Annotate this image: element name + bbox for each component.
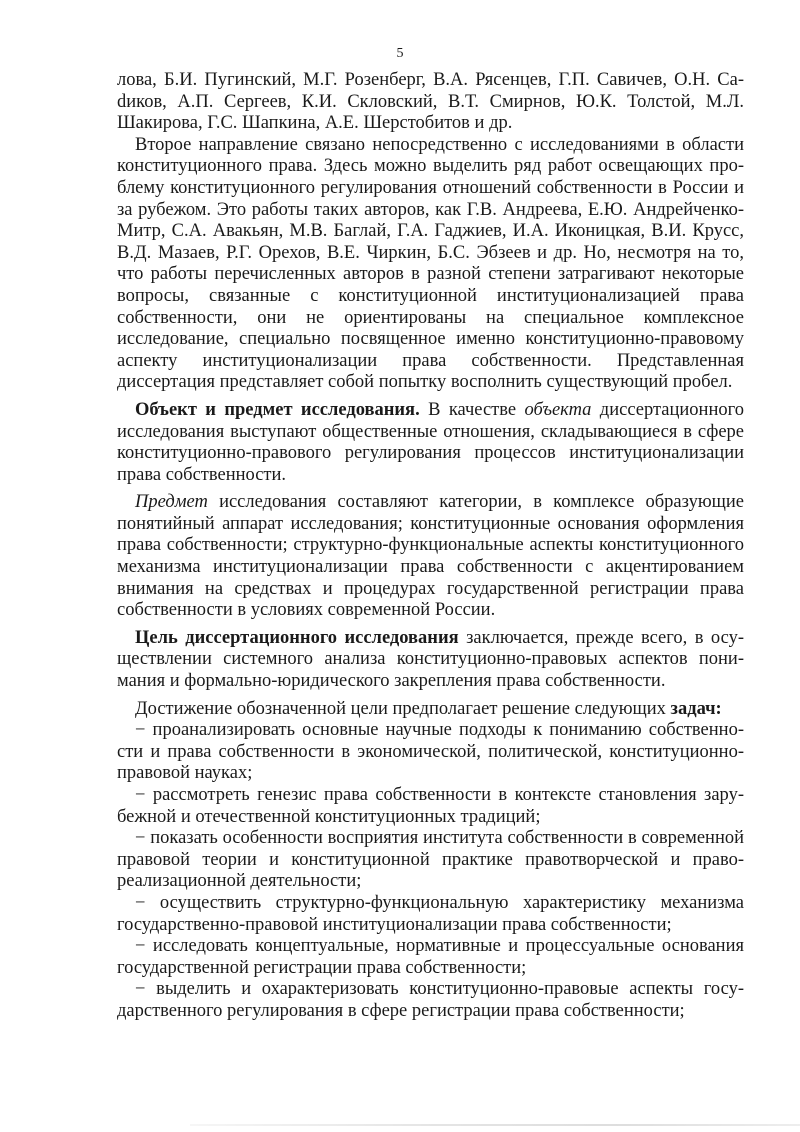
page-number: 5 xyxy=(396,46,404,61)
text-segment: заключается, прежде всего, в осуществлении системного анализа конституционно-правовых аспектов понимания и формально-юридического закрепления права собственности. xyxy=(117,627,744,692)
scan-edge-artifact xyxy=(190,1124,800,1126)
heading-object-and-subject: Объект и предмет исследования. xyxy=(135,399,420,420)
paragraph-tasks-intro xyxy=(117,699,744,721)
paragraph-subject xyxy=(117,492,744,622)
heading-tasks: задач: xyxy=(670,698,722,719)
task-item: − исследовать концептуальные, нормативные и процессуальные основания государственной регистрации права собственности; xyxy=(117,936,744,978)
task-item: − рассмотреть генезис права собственности в контексте становления зарубежной и отечественной конституционных традиций; xyxy=(117,785,744,827)
paragraph-second-direction: Второе направление связано непосредственно с исследованиями в области конституционного права. Здесь можно выделить ряд работ освещающих проблему конституционного регулирования отношений собственности в России и за рубежом. Это работы таких авторов, как Г.В. Андреева, Е.Ю. Андрейченко-Митр, С.А. Авакьян, М.В. Баглай, Г.А. Гаджиев, И.А. Иконицкая, В.И. Крусс, В.Д. Мазаев, Р.Г. Орехов, В.Е. Чиркин, Б.С. Эбзеев и др. Но, несмотря на то, что работы перечисленных авторов в разной степени затрагивают некоторые вопросы, связанные с конституционной институционализацией права собственности, они не ориентированы на специальное комплексное исследование, специально посвященное именно конституционно-правовому аспекту институционализации права собственности. Представленная диссертация представляет собой попытку восполнить существующий пробел. xyxy=(117,134,744,393)
task-item: − показать особенности восприятия института собственности в современной правовой теории и конституционной практике правотворческой и правореализационной деятельности; xyxy=(117,828,744,892)
paragraph-goal xyxy=(117,628,744,693)
heading-goal: Цель диссертационного исследования xyxy=(135,627,459,648)
text-segment: диссертационного исследования выступают общественные отношения, складывающиеся в сфере конституционно-правового регулирования процессов институционализации права собственности. xyxy=(117,399,744,485)
task-item: − осуществить структурно-функциональную характеристику механизма государственно-правовой институционализации права собственности; xyxy=(117,892,744,935)
paragraph-object-and-subject xyxy=(117,400,744,486)
text-segment: исследования составляют категории, в комплексе образующие понятийный аппарат исследования; конституционные основания оформления права собственности; структурно-функциональные аспекты конституционного механизма институционализации права собственности с акцентированием внимания на средствах и процедурах государственной регистрации права собственности в условиях современной России. xyxy=(117,492,744,621)
document-body xyxy=(117,70,744,1023)
task-item: − проанализировать основные научные подходы к пониманию собственности и права собственности в экономической, политической, конституционно-правовой науках; xyxy=(117,720,744,784)
task-item: − выделить и охарактеризовать конституционно-правовые аспекты государственного регулирования в сфере регистрации права собственности; xyxy=(117,979,744,1021)
term-subject: Предмет xyxy=(135,492,208,513)
term-object: объекта xyxy=(524,399,592,420)
text-segment: В качестве xyxy=(419,399,525,420)
paragraph-authors-continuation: лова, Б.И. Пугинский, М.Г. Розенберг, В.А. Рясенцев, Г.П. Савичев, О.Н. Саdиков, А.П. Сергеев, К.И. Скловский, В.Т. Смирнов, Ю.К. Толстой, М.Л. Шакирова, Г.С. Шапкина, А.Е. Шерстобитов и др. xyxy=(117,70,744,134)
text-segment: Достижение обозначенной цели предполагает решение следующих xyxy=(135,698,671,719)
